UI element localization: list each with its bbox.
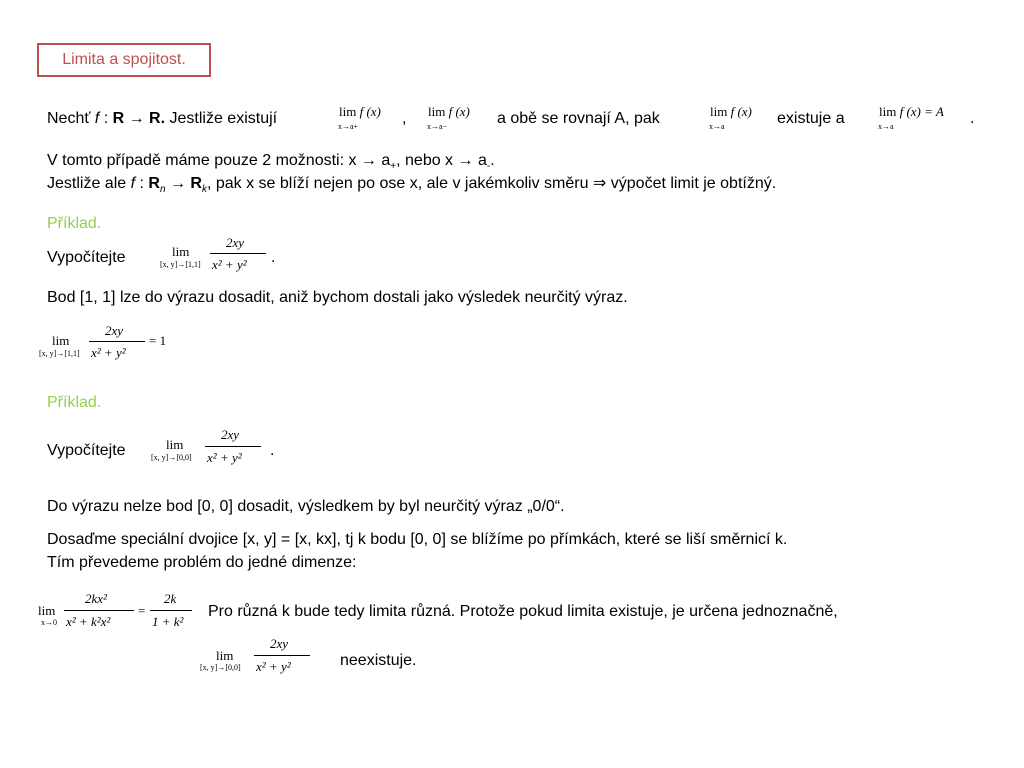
intro-text-e: existuje a	[777, 110, 845, 127]
intro-line	[47, 109, 277, 129]
ex1-fraction-line	[210, 253, 266, 254]
res1-equals-1: = 1	[149, 333, 167, 348]
slide-title: Limita a spojitost.	[37, 43, 211, 77]
intro-text-c: Jestliže existují	[165, 110, 278, 127]
limit-two-sided-sub: x→a	[709, 122, 725, 131]
ex2-fraction-line	[205, 446, 261, 447]
limit-right-sub: x→a+	[338, 122, 359, 131]
multidim-arrow: →	[165, 175, 191, 192]
ex2-lim-sub: [x, y]→[0,0]	[151, 453, 192, 462]
lim-word: lim	[879, 104, 897, 119]
multidim-k: k	[201, 184, 207, 196]
ex1-lim: lim	[172, 244, 190, 259]
res2-rhs-fraction-line	[150, 610, 192, 611]
ex1-denominator: x² + y²	[212, 257, 247, 272]
dosadme-line1: Dosaďme speciální dvojice [x, y] = [x, kx], tj k bodu [0, 0] se blížíme po přímkách, které se liší směrnicí k.	[47, 531, 788, 548]
limit-left-sub: x→a−	[427, 122, 448, 131]
res2-lim-sub: x→0	[41, 618, 57, 627]
possibilities-text: V tomto případě máme pouze 2 možnosti: x → a	[47, 152, 391, 169]
res1-numerator: 2xy	[105, 323, 124, 338]
example2-dot: .	[270, 442, 275, 459]
multidim-f: f	[130, 175, 136, 192]
example1-dot: .	[271, 249, 276, 266]
fx: f (x)	[448, 104, 470, 119]
res2-numerator: 2kx²	[85, 591, 107, 606]
limit-equals-A	[879, 104, 944, 120]
example2-label: Příklad.	[47, 394, 102, 411]
multidim-text-a: Jestliže ale	[47, 175, 131, 192]
limit-left	[428, 104, 470, 120]
ex1-numerator: 2xy	[226, 235, 245, 250]
lim-word: lim	[710, 104, 728, 119]
intro-text-a: Nechť	[47, 110, 95, 127]
res1-fraction-line	[89, 341, 145, 342]
example2-text: Vypočítejte	[47, 442, 126, 459]
res2-denominator: x² + k²x²	[66, 614, 111, 629]
limit-two-sided	[710, 104, 752, 120]
limit-right	[339, 104, 381, 120]
intro-colon: :	[99, 110, 113, 127]
intro-dot: .	[970, 110, 975, 127]
lim-word: lim	[428, 104, 446, 119]
nelze-text: Do výrazu nelze bod [0, 0] dosadit, výsledkem by byl neurčitý výraz „0/0“.	[47, 498, 565, 515]
res1-denominator: x² + y²	[91, 345, 126, 360]
fx: f (x)	[359, 104, 381, 119]
example1-text: Vypočítejte	[47, 249, 126, 266]
neexistuje-text: neexistuje.	[340, 652, 417, 669]
intro-R1: R	[112, 110, 125, 127]
res2-rhs-denominator: 1 + k²	[152, 614, 184, 629]
multidim-line	[47, 174, 776, 200]
ex2-denominator: x² + y²	[207, 450, 242, 465]
res1-lim-sub: [x, y]→[1,1]	[39, 349, 80, 358]
dosadme-line2: Tím převedeme problém do jedné dimenze:	[47, 554, 357, 571]
multidim-R: R	[148, 175, 160, 192]
ex2-lim: lim	[166, 437, 184, 452]
bod-text: Bod [1, 1] lze do výrazu dosadit, aniž bychom dostali jako výsledek neurčitý výraz.	[47, 289, 628, 306]
intro-comma: ,	[402, 110, 407, 127]
multidim-text-c: , pak x se blíží nejen po ose x, ale v jakémkoliv směru ⇒ výpočet limit je obtížný.	[206, 175, 777, 192]
res2-rhs-numerator: 2k	[164, 591, 177, 606]
res2-lim: lim	[38, 603, 56, 618]
ex1-lim-sub: [x, y]→[1,1]	[160, 260, 201, 269]
multidim-n: n	[159, 184, 166, 196]
intro-R2: R.	[149, 110, 166, 127]
final-denominator: x² + y²	[256, 659, 291, 674]
final-lim-sub: [x, y]→[0,0]	[200, 663, 241, 672]
lim-word: lim	[339, 104, 357, 119]
fx: f (x)	[730, 104, 752, 119]
sub-minus: -	[486, 161, 491, 173]
res2-fraction-line	[64, 610, 134, 611]
final-lim: lim	[216, 648, 234, 663]
sub-plus: +	[390, 161, 397, 173]
limit-equals-A-sub: x→a	[878, 122, 894, 131]
res2-equals: =	[138, 603, 146, 618]
result-text: Pro různá k bude tedy limita různá. Protože pokud limita existuje, je určena jednoznačně,	[208, 603, 838, 620]
fx-eq-A: f (x) = A	[899, 104, 944, 119]
possibilities-text-b: , nebo x → a	[396, 152, 487, 169]
res1-lim: lim	[52, 333, 70, 348]
possibilities-dot: .	[490, 152, 495, 169]
intro-text-d: a obě se rovnají A, pak	[497, 110, 660, 127]
intro-f: f	[94, 110, 100, 127]
final-fraction-line	[254, 655, 310, 656]
multidim-colon: :	[135, 175, 149, 192]
multidim-R2: R	[190, 175, 202, 192]
example1-label: Příklad.	[47, 215, 102, 232]
intro-arrow: →	[124, 110, 150, 127]
final-numerator: 2xy	[270, 636, 289, 651]
ex2-numerator: 2xy	[221, 427, 240, 442]
